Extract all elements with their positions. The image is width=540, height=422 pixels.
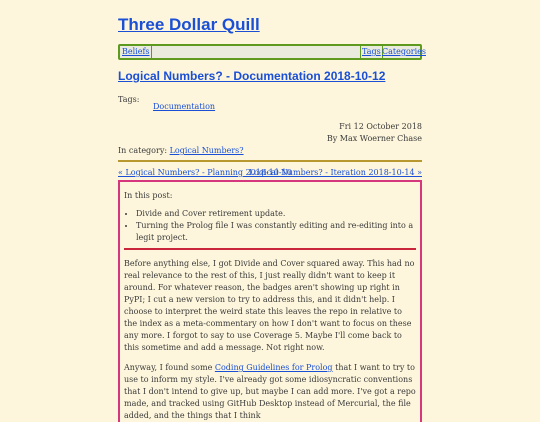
paragraph-2-text-end: that I want to try to use to inform my style. I've already got some idiosyncratic conventions that I don't intend to give up, but maybe I can add more. I've got a repo made, and tracked using GitHub Desktop instead of Mercurial, the file added, and the things that I think (124, 363, 416, 420)
category-link[interactable]: Logical Numbers? (169, 146, 244, 155)
post-date: Fri 12 October 2018 (339, 122, 422, 131)
coding-guidelines-link[interactable]: Coding Guidelines for Prolog (214, 363, 333, 372)
paragraph-2-text-start: Anyway, I found some (124, 363, 215, 372)
tag-documentation-link[interactable]: Documentation (153, 102, 216, 111)
site-title-link[interactable]: Three Dollar Quill (118, 15, 260, 34)
category-label: In category: (118, 146, 168, 155)
next-post-link[interactable]: Logical Numbers? - Iteration 2018-10-14 » (248, 168, 422, 177)
nav-categories-link[interactable]: Categories (382, 47, 426, 56)
post-author: By Max Woerner Chase (326, 134, 422, 143)
post-content (118, 180, 422, 422)
tags-label: Tags: (118, 95, 140, 104)
in-post-heading: In this post: (124, 191, 173, 200)
toc-item: • Turning the Prolog file I was constantly editing and re-editing into a legit project. (136, 220, 416, 244)
nav-tags-link[interactable]: Tags (362, 47, 381, 56)
nav-beliefs-link[interactable]: Beliefs (122, 47, 150, 56)
toc-list (124, 208, 416, 244)
post-title-link[interactable]: Logical Numbers? - Documentation 2018-10-12 (118, 69, 386, 83)
post-category (118, 146, 244, 156)
nav-bar (118, 44, 426, 60)
paragraph-2 (124, 362, 416, 422)
divider (118, 160, 422, 162)
content-divider (124, 248, 416, 250)
prev-post-link[interactable]: « Logical Numbers? - Planning 2018-10-10 (118, 168, 292, 177)
paragraph-1: Before anything else, I got Divide and Cover squared away. This had no real relevance to the rest of this, I just really didn't want to keep it around. For whatever reason, the badges aren't showing up right in PyPI; I cut a new version to try to address this, and it didn't help. I choose to interpret the weird state this leaves the repo in relative to the index as a meta-commentary on how I don't want to focus on these any more. I forgot to say to use Coverage 5. Maybe I'll come back to this sometime and add a message. Not right now. (124, 259, 415, 352)
toc-item: • Divide and Cover retirement update. (136, 208, 416, 220)
